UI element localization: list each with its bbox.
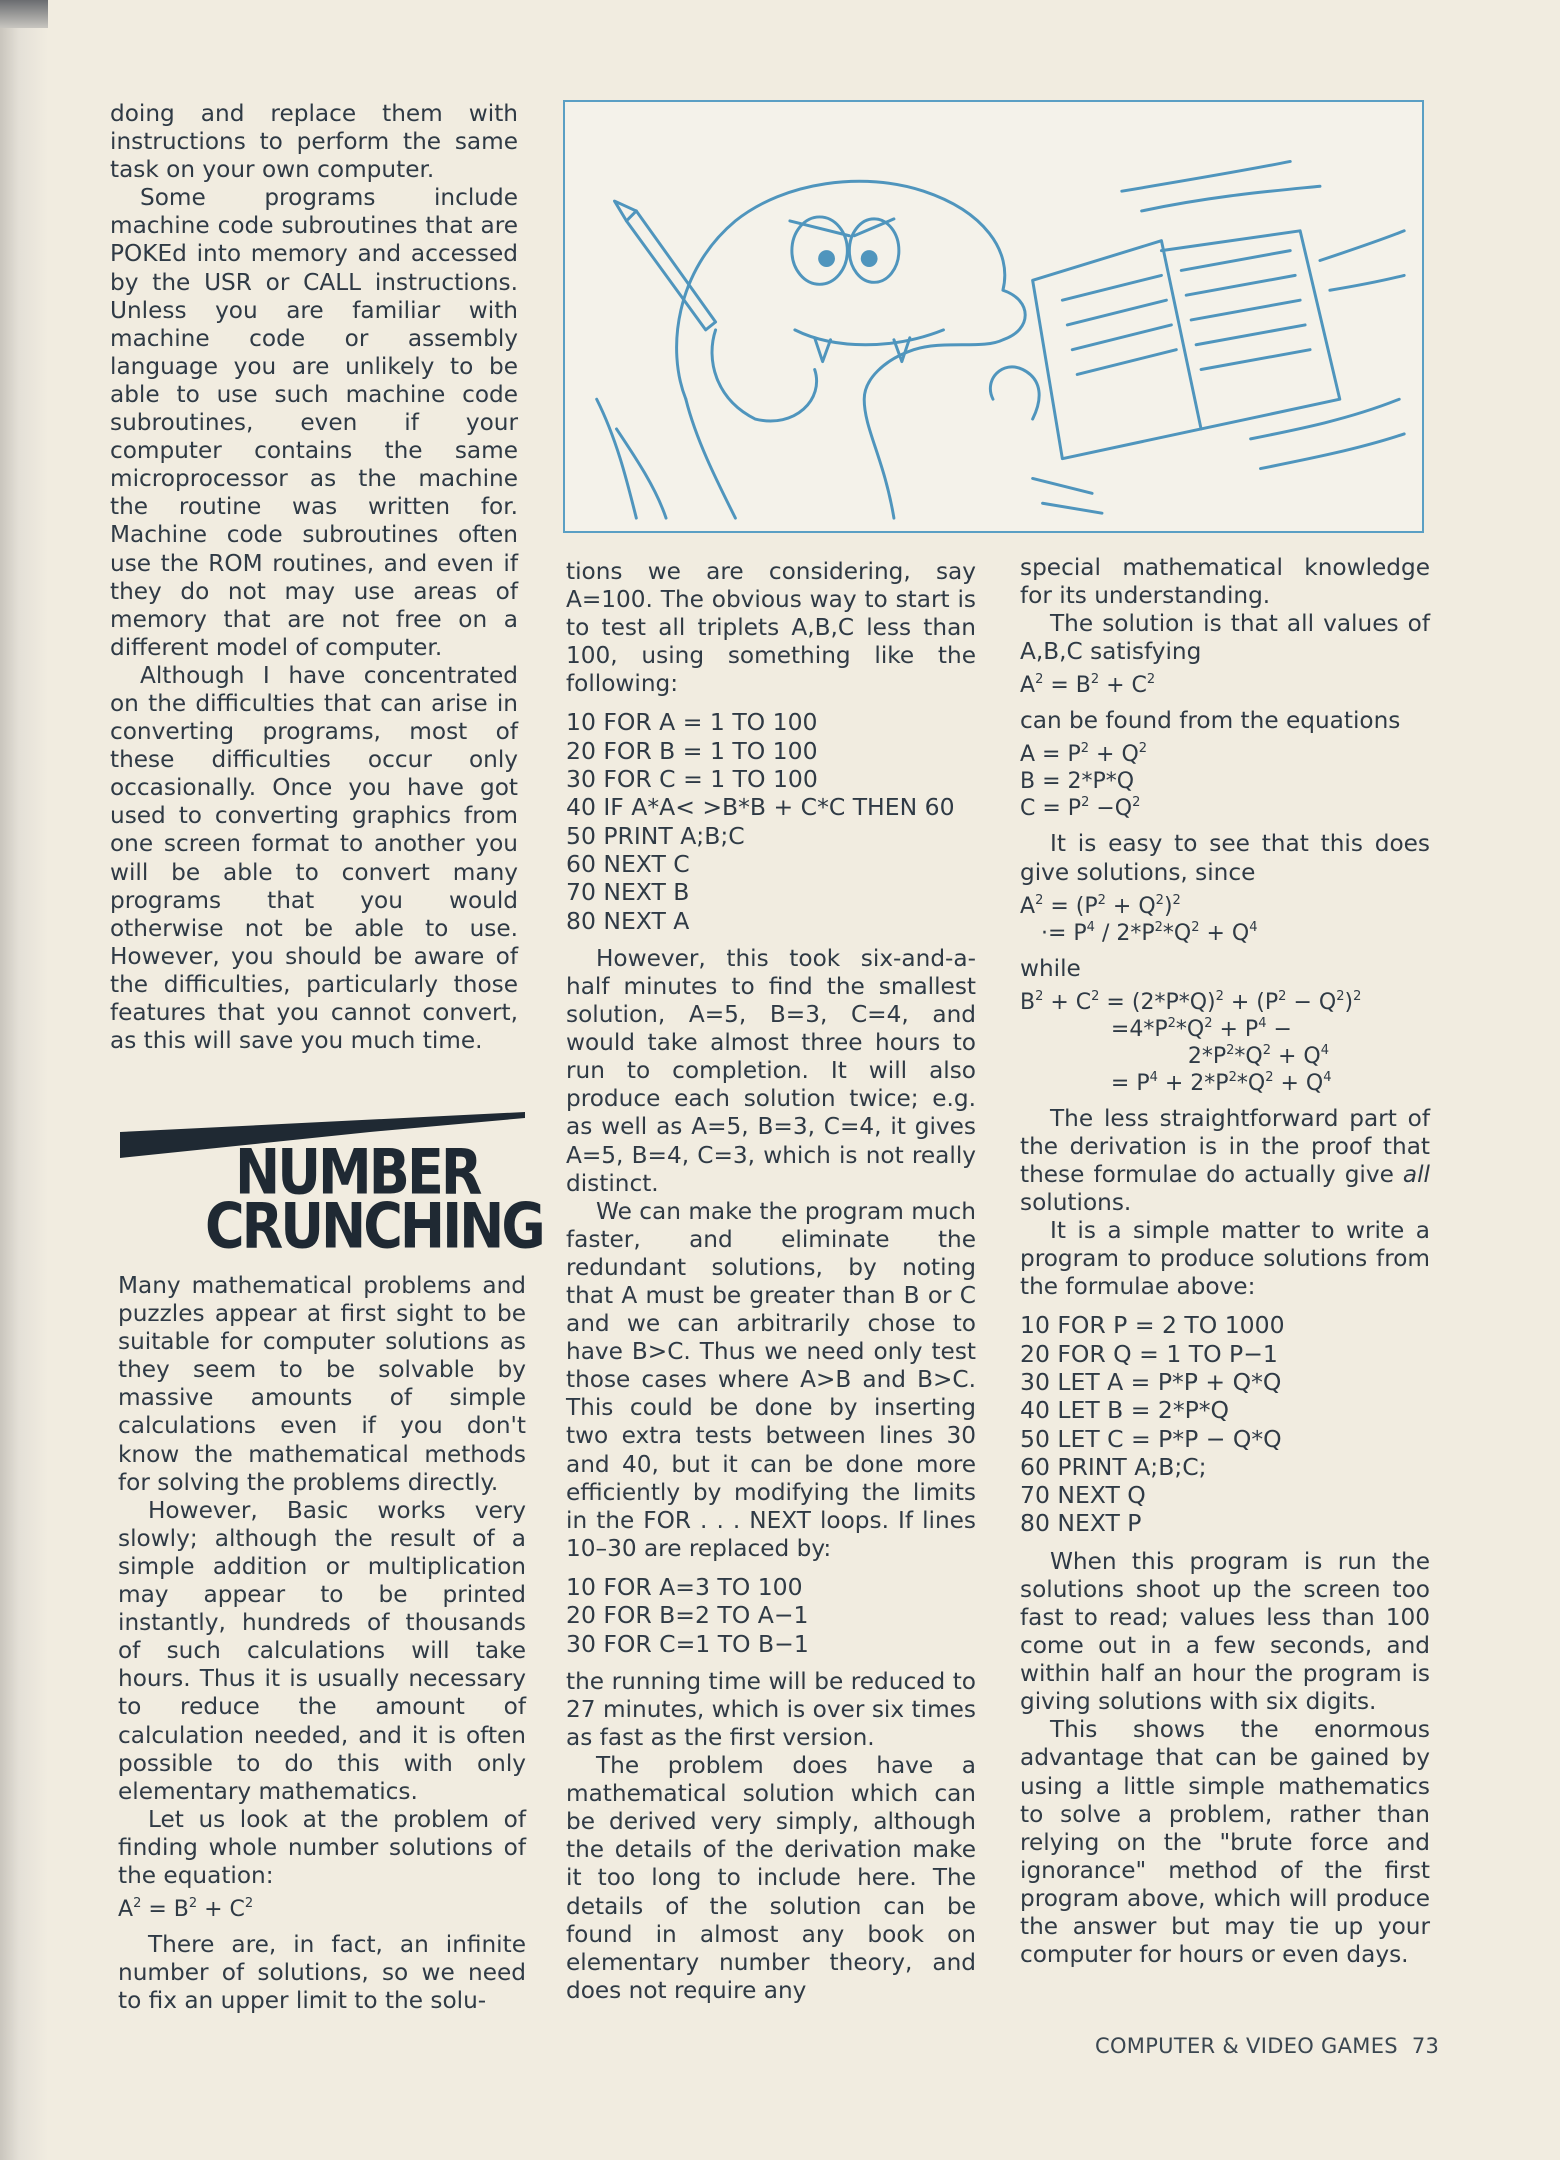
column-2 [566, 558, 976, 2005]
code-line: 10 FOR P = 2 TO 1000 [1020, 1311, 1285, 1340]
paragraph: This shows the enormous advantage that can be gained by using a little simple mathematics to solve a problem, rather than relying on the "brute force and ignorance" method of the first program above, which will produce the answer but may tie up your computer for hours or even days. [1020, 1716, 1430, 1969]
paragraph: Many mathematical problems and puzzles appear at first sight to be suitable for computer solutions as they seem to be solvable by massive amounts of simple calculations even if you don't know the mathematical methods for solving the problems directly. [118, 1272, 526, 1496]
paragraph: When this program is run the solutions shoot up the screen too fast to read; values less than 100 come out in a few seconds, and within half an hour the program is giving solutions with six digits. [1020, 1547, 1430, 1716]
paragraph: We can make the program much faster, and eliminate the redundant solutions, by noting that A must be greater than B or C and we can arbitrarily chose to have B>C. Thus we need only test those cases where A>B and B>C. This could be done by inserting two extra tests between lines 30 and 40, but it can be done more efficiently by modifying the limits in the FOR . . . NEXT loops. If lines 10–30 are replaced by: [566, 1197, 976, 1562]
equation-pythagoras: $A^2 = B^2 + C^2$ [1020, 672, 1156, 699]
basic-listing-2 [566, 1573, 976, 1658]
paragraph: special mathematical knowledge for its understanding. [1020, 554, 1430, 610]
paragraph: It is easy to see that this does give solutions, since [1020, 830, 1430, 886]
code-line: 70 NEXT B [566, 878, 690, 907]
equation-pythagoras: $A^2 = B^2 + C^2$ [118, 1896, 254, 1923]
paragraph: The problem does have a mathematical solution which can be derived very simply, although the details of the derivation make it too long to include here. The details of the solution can be found in almost any book on elementary number theory, and does not require any [566, 1752, 976, 2004]
paragraph: doing and replace them with instructions to perform the same task on your own computer. [110, 100, 518, 184]
paragraph: can be found from the equations [1020, 707, 1401, 735]
equations-pq: $A = P^2 + Q^2$ B = 2*P*Q $C = P^2 -Q^2$ [1020, 741, 1148, 822]
code-line: 40 IF A*A< >B*B + C*C THEN 60 [566, 793, 955, 822]
paragraph: There are, in fact, an infinite number of solutions, so we need to fix an upper limit to the solu- [118, 1931, 526, 2015]
paragraph: The less straightforward part of the derivation is in the proof that these formulae do actually give all solutions. [1020, 1104, 1430, 1217]
basic-listing-3 [1020, 1311, 1430, 1537]
paragraph: It is a simple matter to write a program to produce solutions from the formulae above: [1020, 1217, 1430, 1301]
code-line: 10 FOR A = 1 TO 100 [566, 708, 818, 737]
paragraph: Although I have concentrated on the difficulties that can arise in converting programs, most of these difficulties occur only occasionally. Once you have got used to converting graphics from one screen format to another you will be able to convert many programs that you would otherwise not be able to use. However, you should be aware of the difficulties, particularly those features that you cannot convert, as this will save you much time. [110, 661, 518, 1055]
code-line: 20 FOR B=2 TO A−1 [566, 1601, 809, 1630]
basic-listing-1 [566, 708, 976, 934]
code-line: 30 FOR C = 1 TO 100 [566, 765, 818, 794]
code-line: 60 PRINT A;B;C; [1020, 1452, 1207, 1481]
equation-b-c-squared: $B^2 + C^2 = (2*P*Q)^2 + (P^2 - Q^2)^2$ $=4*P^2*Q^2 + P^4$ − $2*P^2*Q^2 + Q^4$ = $P^4 + 2*P^2*Q^2 + Q^4$ [1020, 988, 1362, 1096]
code-line: 20 FOR Q = 1 TO P−1 [1020, 1339, 1278, 1368]
paragraph: Some programs include machine code subroutines that are POKEd into memory and accessed by the USR or CALL instructions. Unless you are familiar with machine code or assembly language you are unlikely to be able to use such machine code subroutines, even if your computer contains the same microprocessor as the machine the routine was written for. Machine code subroutines often use the ROM routines, and even if they do not may use areas of memory that are not free on a different model of computer. [110, 184, 518, 661]
heading-line-2: CRUNCHING [205, 1190, 543, 1263]
page-binding-corner [0, 0, 48, 28]
paragraph: Let us look at the problem of finding whole number solutions of the equation: [118, 1805, 526, 1889]
magazine-name: COMPUTER & VIDEO GAMES [1095, 2034, 1398, 2058]
cartoon-illustration [563, 100, 1424, 533]
column-1-top [110, 100, 518, 1055]
paragraph: The solution is that all values of A,B,C satisfying [1020, 610, 1430, 666]
page-number: 73 [1411, 2034, 1440, 2058]
monster-writing-illustration [565, 102, 1422, 531]
paragraph: However, Basic works very slowly; although the result of a simple addition or multiplication may appear to be printed instantly, hundreds of thousands of such calculations will take hours. Thus it is usually necessary to reduce the amount of calculation needed, and it is often possible to do this with only elementary mathematics. [118, 1496, 526, 1805]
code-line: 20 FOR B = 1 TO 100 [566, 736, 818, 765]
column-3 [1020, 554, 1430, 1969]
equation-a-squared: $A^2 = (P^2 + Q^2)^2$ ·= $P^4 / 2*P^2*Q^2 + Q^4$ [1020, 892, 1258, 946]
code-line: 30 LET A = P*P + Q*Q [1020, 1368, 1282, 1396]
code-line: 50 LET C = P*P − Q*Q [1020, 1424, 1282, 1453]
page-footer [1095, 2034, 1439, 2058]
code-line: 60 NEXT C [566, 849, 690, 878]
paragraph: the running time will be reduced to 27 minutes, which is over six times as fast as the first version. [566, 1667, 976, 1751]
paragraph: However, this took six-and-a-half minutes to find the smallest solution, A=5, B=3, C=4, and would take almost three hours to run to completion. It will also produce each solution twice; e.g. as well as A=5, B=3, C=4, it gives A=5, B=4, C=3, which is not really distinct. [566, 944, 976, 1197]
heading-line-1: NUMBER [235, 1136, 480, 1209]
word-while: while [1020, 954, 1081, 982]
code-line: 30 FOR C=1 TO B−1 [566, 1629, 809, 1658]
code-line: 10 FOR A=3 TO 100 [566, 1572, 803, 1601]
code-line: 80 NEXT P [1020, 1509, 1142, 1538]
paragraph: tions we are considering, say A=100. The obvious way to start is to test all triplets A,B,C less than 100, using something like the following: [566, 558, 976, 698]
code-line: 70 NEXT Q [1020, 1481, 1146, 1510]
page-binding-shadow [0, 0, 48, 2160]
code-line: 80 NEXT A [566, 906, 690, 935]
code-line: 50 PRINT A;B;C [566, 821, 745, 850]
column-1-bottom [118, 1272, 526, 2015]
code-line: 40 LET B = 2*P*Q [1020, 1396, 1230, 1425]
